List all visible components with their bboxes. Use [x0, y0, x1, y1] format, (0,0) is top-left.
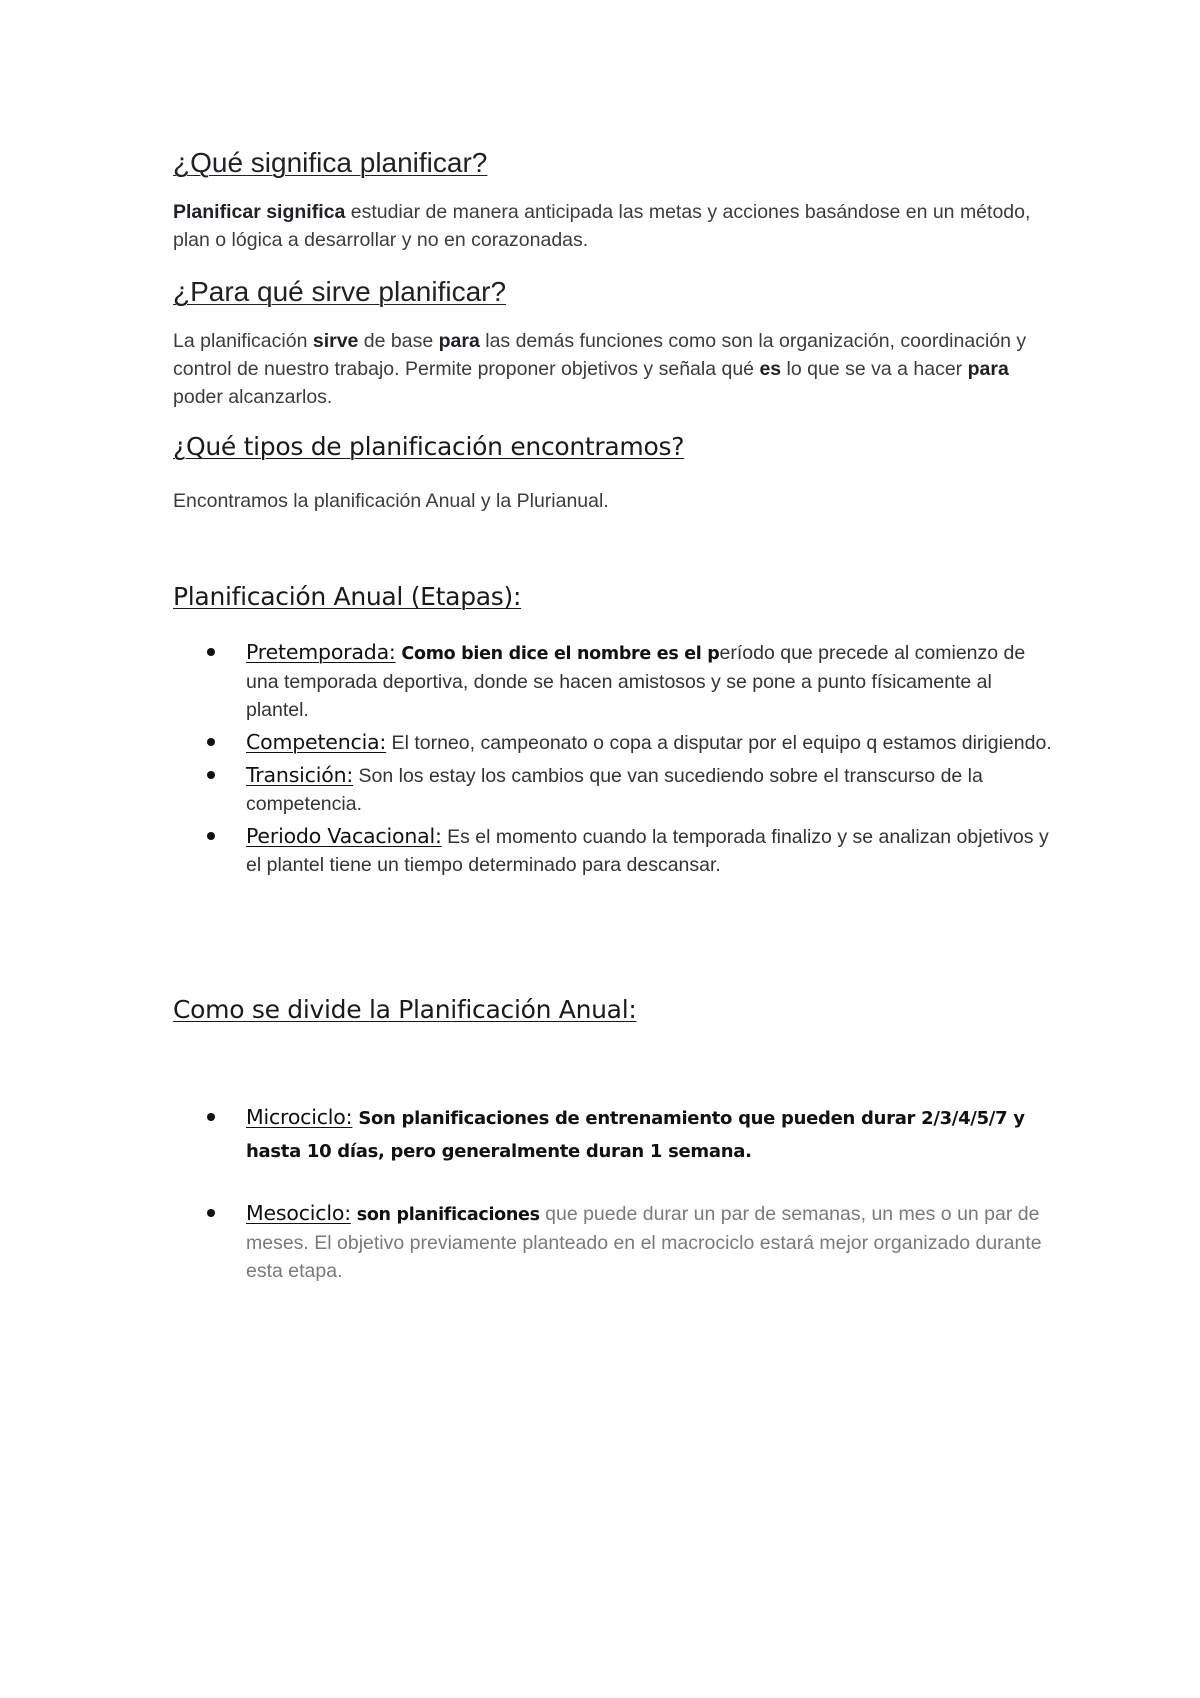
bold-lead: Planificar significa [173, 201, 346, 223]
bullet-icon [207, 648, 215, 656]
list-division [173, 1101, 1053, 1285]
term-competencia: Competencia: [246, 730, 387, 754]
term-periodo-vacacional: Periodo Vacacional: [246, 824, 442, 848]
term-transicion: Transición: [246, 763, 354, 787]
text-run: La planificación [173, 330, 313, 352]
item-text: que puede durar un par de semanas, un mes o un par de meses. El objetivo previamente planteado en el macrociclo estará mejor organizado durante esta etapa. [246, 1203, 1042, 1282]
text-run: poder alcanzarlos. [173, 386, 333, 408]
heading-planificacion-anual-etapas: Planificación Anual (Etapas): [173, 582, 522, 611]
bold-text: Son planificaciones de entrenamiento que pueden durar 2/3/4/5/7 y hasta 10 días, pero generalmente duran 1 semana. [246, 1108, 1025, 1162]
item-text: Es el momento cuando la temporada finalizo y se analizan objetivos y el plantel tiene un tiempo determinado para descansar. [246, 826, 1049, 876]
paragraph-text: estudiar de manera anticipada las metas y acciones basándose en un método, plan o lógica a desarrollar y no en corazonadas. [173, 201, 1031, 251]
list-item [173, 822, 1053, 879]
list-item [173, 638, 1053, 724]
paragraph-para-que-sirve [173, 327, 1053, 411]
list-etapas [173, 638, 1053, 879]
bold-lead: Como bien dice el nombre es el p [395, 644, 720, 664]
list-item [173, 761, 1053, 818]
heading-como-se-divide: Como se divide la Planificación Anual: [173, 995, 637, 1024]
bold-run: sirve [312, 330, 359, 352]
term-microciclo: Microciclo: [246, 1105, 353, 1129]
text-run: lo que se va a hacer [781, 358, 968, 380]
list-item [173, 1199, 1053, 1285]
bold-run: para [438, 330, 480, 352]
bullet-icon [207, 832, 215, 840]
bold-run: es [759, 358, 782, 380]
bullet-icon [207, 1113, 215, 1121]
text-run: las demás funciones como son la organización, coordinación y control de nuestro trabajo. Permite proponer objetivos y señala qué [173, 330, 1027, 380]
list-item [173, 728, 1053, 757]
heading-que-significa: ¿Qué significa planificar? [173, 147, 488, 178]
item-text: eríodo que precede al comienzo de una temporada deportiva, donde se hacen amistosos y se pone a punto físicamente al plantel. [246, 642, 1026, 721]
term-pretemporada: Pretemporada: [246, 640, 396, 664]
paragraph-definicion [173, 198, 1053, 254]
bullet-icon [207, 1209, 215, 1217]
text-run: de base [358, 330, 439, 352]
bold-lead: son planificaciones [350, 1205, 540, 1225]
list-item [173, 1101, 1053, 1168]
item-text: El torneo, campeonato o copa a disputar por el equipo q estamos dirigiendo. [386, 732, 1052, 754]
paragraph-tipos: Encontramos la planificación Anual y la Plurianual. [173, 490, 609, 512]
heading-tipos-planificacion: ¿Qué tipos de planificación encontramos? [173, 432, 685, 461]
heading-para-que-sirve: ¿Para qué sirve planificar? [173, 276, 507, 307]
item-text: Son los estay los cambios que van sucediendo sobre el transcurso de la competencia. [246, 765, 983, 815]
bold-run: para [967, 358, 1009, 380]
bullet-icon [207, 771, 215, 779]
term-mesociclo: Mesociclo: [246, 1201, 351, 1225]
bullet-icon [207, 738, 215, 746]
